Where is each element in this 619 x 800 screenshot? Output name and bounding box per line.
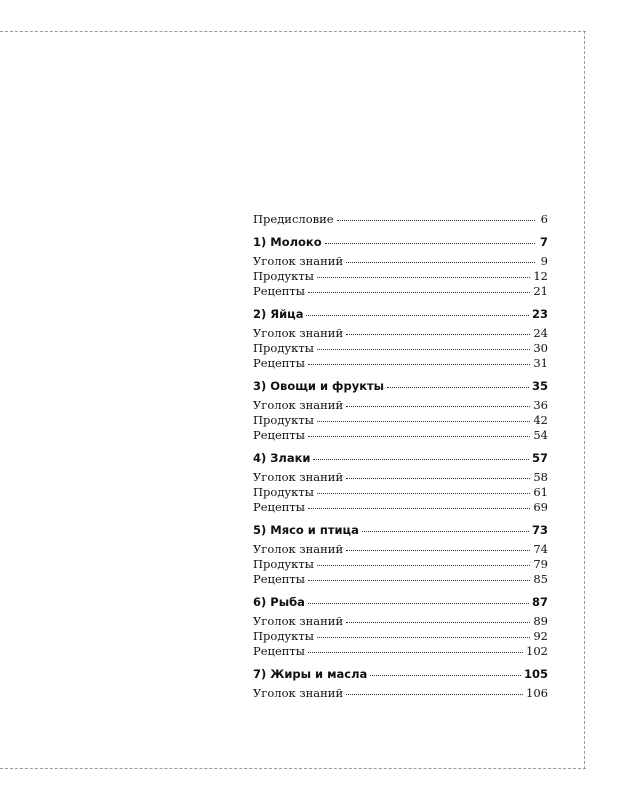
toc-entry[interactable] bbox=[253, 326, 548, 341]
toc-leader-dots bbox=[387, 386, 529, 388]
toc-chapter-heading[interactable] bbox=[253, 595, 548, 610]
toc-entry[interactable] bbox=[253, 572, 548, 587]
toc-entry-label: Продукты bbox=[253, 413, 314, 427]
toc-leader-dots bbox=[317, 420, 530, 422]
toc-entry-label: Продукты bbox=[253, 629, 314, 643]
toc-chapter-label: 2) Яйца bbox=[253, 307, 304, 321]
toc-leader-dots bbox=[325, 242, 535, 244]
toc-entry-label: Продукты bbox=[253, 269, 314, 283]
toc-chapter-label: 4) Злаки bbox=[253, 451, 311, 465]
toc-entry-page: 69 bbox=[533, 500, 548, 514]
toc-chapter-page: 57 bbox=[531, 451, 548, 465]
toc-entry[interactable] bbox=[253, 500, 548, 515]
toc-entry[interactable] bbox=[253, 485, 548, 500]
toc-entry[interactable] bbox=[253, 470, 548, 485]
toc-chapter-heading[interactable] bbox=[253, 523, 548, 538]
toc-group-chapter bbox=[253, 235, 548, 299]
toc-group-chapter bbox=[253, 379, 548, 443]
toc-entry-page: 85 bbox=[533, 572, 548, 586]
toc-entry-label: Продукты bbox=[253, 341, 314, 355]
toc-entry[interactable] bbox=[253, 254, 548, 269]
toc-leader-dots bbox=[346, 333, 530, 335]
toc-chapter-page: 73 bbox=[531, 523, 548, 537]
page-edge-right bbox=[584, 31, 585, 769]
toc-entry-label: Уголок знаний bbox=[253, 326, 344, 340]
toc-entry-page: 6 bbox=[540, 212, 548, 226]
toc-group-preface bbox=[253, 212, 548, 227]
page-edge-top bbox=[0, 31, 586, 32]
toc-chapter-label: 3) Овощи и фрукты bbox=[253, 379, 385, 393]
toc-entry-page: 58 bbox=[533, 470, 548, 484]
toc-entry-label: Рецепты bbox=[253, 284, 305, 298]
toc-entry-page: 106 bbox=[526, 686, 548, 700]
toc-entry[interactable] bbox=[253, 284, 548, 299]
toc-group-chapter bbox=[253, 451, 548, 515]
toc-leader-dots bbox=[308, 291, 530, 293]
toc-leader-dots bbox=[313, 458, 529, 460]
toc-entry[interactable] bbox=[253, 629, 548, 644]
toc-entry-label: Продукты bbox=[253, 557, 314, 571]
toc-entry-page: 30 bbox=[533, 341, 548, 355]
toc-entry[interactable] bbox=[253, 542, 548, 557]
toc-entry-label: Продукты bbox=[253, 485, 314, 499]
toc-chapter-page: 87 bbox=[531, 595, 548, 609]
toc-entry[interactable] bbox=[253, 644, 548, 659]
toc-leader-dots bbox=[308, 602, 529, 604]
toc-chapter-heading[interactable] bbox=[253, 667, 548, 682]
toc-leader-dots bbox=[346, 405, 530, 407]
toc-chapter-heading[interactable] bbox=[253, 379, 548, 394]
toc-entry-label: Предисловие bbox=[253, 212, 334, 226]
toc-entry[interactable] bbox=[253, 398, 548, 413]
toc-entry[interactable] bbox=[253, 341, 548, 356]
page-edge-bottom bbox=[0, 768, 586, 769]
toc-entry-preface[interactable] bbox=[253, 212, 548, 227]
toc-leader-dots bbox=[370, 674, 521, 676]
toc-leader-dots bbox=[346, 477, 530, 479]
toc-leader-dots bbox=[308, 507, 530, 509]
toc-chapter-label: 5) Мясо и птица bbox=[253, 523, 359, 537]
toc-chapter-heading[interactable] bbox=[253, 307, 548, 322]
toc-entry[interactable] bbox=[253, 686, 548, 701]
toc-entry-page: 74 bbox=[533, 542, 548, 556]
toc-leader-dots bbox=[317, 276, 530, 278]
toc-leader-dots bbox=[317, 348, 530, 350]
toc-leader-dots bbox=[317, 564, 530, 566]
toc-chapter-label: 6) Рыба bbox=[253, 595, 305, 609]
toc-entry-label: Рецепты bbox=[253, 644, 305, 658]
toc-entry-page: 54 bbox=[533, 428, 548, 442]
toc-entry[interactable] bbox=[253, 413, 548, 428]
toc-group-chapter bbox=[253, 667, 548, 701]
toc-leader-dots bbox=[346, 621, 530, 623]
toc-entry-label: Уголок знаний bbox=[253, 542, 344, 556]
toc-group-chapter bbox=[253, 307, 548, 371]
toc-leader-dots bbox=[308, 363, 530, 365]
toc-leader-dots bbox=[337, 219, 535, 221]
toc-group-chapter bbox=[253, 595, 548, 659]
toc-leader-dots bbox=[308, 651, 523, 653]
toc-entry-label: Уголок знаний bbox=[253, 686, 344, 700]
toc-entry-page: 61 bbox=[533, 485, 548, 499]
toc-chapter-label: 1) Молоко bbox=[253, 235, 322, 249]
toc-entry-page: 21 bbox=[533, 284, 548, 298]
toc-entry-page: 42 bbox=[533, 413, 548, 427]
toc-entry-page: 24 bbox=[533, 326, 548, 340]
toc-entry-page: 102 bbox=[526, 644, 548, 658]
toc-chapter-page: 23 bbox=[531, 307, 548, 321]
toc-leader-dots bbox=[308, 579, 530, 581]
toc-leader-dots bbox=[306, 314, 529, 316]
toc-leader-dots bbox=[346, 261, 535, 263]
toc-entry[interactable] bbox=[253, 269, 548, 284]
toc-entry-page: 92 bbox=[533, 629, 548, 643]
toc-entry[interactable] bbox=[253, 614, 548, 629]
toc-entry[interactable] bbox=[253, 428, 548, 443]
toc-entry-page: 79 bbox=[533, 557, 548, 571]
toc-leader-dots bbox=[308, 435, 530, 437]
toc-entry-label: Рецепты bbox=[253, 572, 305, 586]
toc-chapter-page: 7 bbox=[539, 235, 548, 249]
toc-chapter-heading[interactable] bbox=[253, 235, 548, 250]
toc-chapter-heading[interactable] bbox=[253, 451, 548, 466]
toc-entry-label: Уголок знаний bbox=[253, 254, 344, 268]
toc-leader-dots bbox=[317, 492, 530, 494]
toc-chapter-page: 35 bbox=[531, 379, 548, 393]
toc-group-chapter bbox=[253, 523, 548, 587]
toc-chapter-label: 7) Жиры и масла bbox=[253, 667, 368, 681]
toc-leader-dots bbox=[317, 636, 530, 638]
toc-entry-page: 36 bbox=[533, 398, 548, 412]
toc-leader-dots bbox=[362, 530, 529, 532]
toc-entry[interactable] bbox=[253, 356, 548, 371]
toc-entry-page: 89 bbox=[533, 614, 548, 628]
toc-leader-dots bbox=[346, 693, 523, 695]
toc-entry-label: Рецепты bbox=[253, 356, 305, 370]
toc-entry-page: 31 bbox=[533, 356, 548, 370]
table-of-contents bbox=[253, 212, 548, 709]
toc-entry-page: 12 bbox=[533, 269, 548, 283]
toc-entry-label: Уголок знаний bbox=[253, 614, 344, 628]
toc-entry-label: Рецепты bbox=[253, 428, 305, 442]
toc-entry[interactable] bbox=[253, 557, 548, 572]
toc-leader-dots bbox=[346, 549, 530, 551]
toc-entry-page: 9 bbox=[540, 254, 548, 268]
toc-entry-label: Уголок знаний bbox=[253, 398, 344, 412]
toc-entry-label: Рецепты bbox=[253, 500, 305, 514]
toc-chapter-page: 105 bbox=[523, 667, 548, 681]
toc-entry-label: Уголок знаний bbox=[253, 470, 344, 484]
